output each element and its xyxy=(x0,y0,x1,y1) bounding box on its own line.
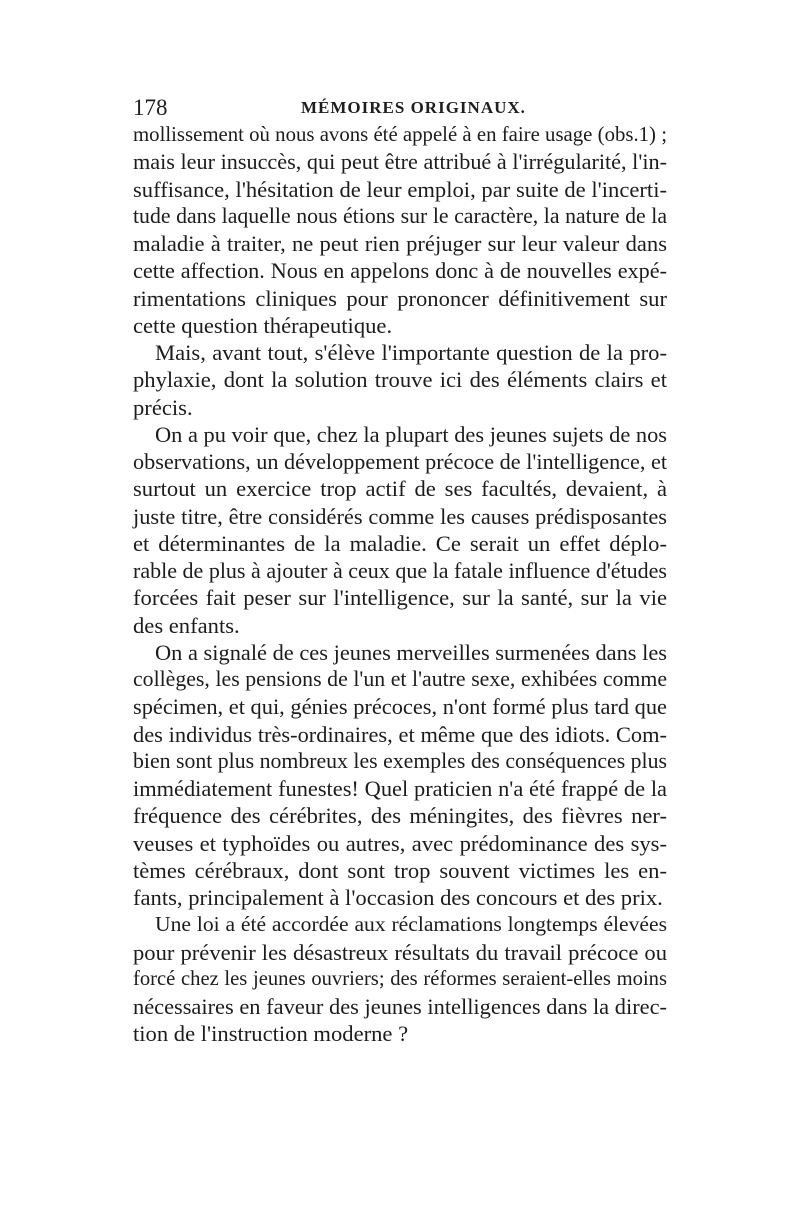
text-line: phylaxie, dont la solution trouve ici des éléments clairs et xyxy=(133,367,667,393)
page-header xyxy=(133,94,667,122)
text-line: mollissement où nous avons été appelé à en faire usage (obs.1) ; xyxy=(133,123,667,146)
text-line: rimentations cliniques pour prononcer définitivement sur xyxy=(133,285,667,311)
text-line: tude dans laquelle nous étions sur le caractère, la nature de la xyxy=(133,203,667,228)
text-line: tèmes cérébraux, dont sont trop souvent victimes les en- xyxy=(133,857,667,883)
body-text xyxy=(133,121,667,1048)
text-line: forcées fait peser sur l'intelligence, sur la santé, sur la vie xyxy=(133,585,667,611)
text-line: mais leur insuccès, qui peut être attribué à l'irrégularité, l'in- xyxy=(133,149,667,175)
text-line: cette affection. Nous en appelons donc à de nouvelles expé- xyxy=(133,258,667,284)
text-line: suffisance, l'hésitation de leur emploi, par suite de l'incerti- xyxy=(133,176,667,202)
text-line: maladie à traiter, ne peut rien préjuger sur leur valeur dans xyxy=(133,231,667,256)
text-line: veuses et typhoïdes ou autres, avec prédominance des sys- xyxy=(133,830,667,856)
paragraph-end-line: tion de l'instruction moderne ? xyxy=(133,1021,409,1047)
paragraph-start-line: Une loi a été accordée aux réclamations longtemps élevées xyxy=(155,912,667,937)
paragraph-start-line: Mais, avant tout, s'élève l'importante question de la pro- xyxy=(155,340,667,365)
page-number: 178 xyxy=(133,95,168,120)
text-line: surtout un exercice trop actif de ses facultés, devaient, à xyxy=(133,476,667,502)
running-head: MÉMOIRES ORIGINAUX. xyxy=(301,98,526,117)
paragraph-end-line: des enfants. xyxy=(133,612,240,638)
paragraph-start-line: On a signalé de ces jeunes merveilles surmenées dans les xyxy=(155,639,667,665)
paragraph-end-line: précis. xyxy=(133,394,193,420)
text-line: juste titre, être considérés comme les causes prédisposantes xyxy=(133,503,667,529)
text-line: collèges, les pensions de l'un et l'autre sexe, exhibées comme xyxy=(133,667,667,691)
text-line: spécimen, et qui, génies précoces, n'ont formé plus tard que xyxy=(133,694,667,720)
text-line: fréquence des cérébrites, des méningites, des fièvres ner- xyxy=(133,803,667,829)
text-line: des individus très-ordinaires, et même que des idiots. Com- xyxy=(133,721,667,747)
text-line: forcé chez les jeunes ouvriers; des réformes seraient-elles moins xyxy=(133,967,667,990)
paragraph-end-line: cette question thérapeutique. xyxy=(133,312,393,338)
text-line: immédiatement funestes! Quel praticien n'a été frappé de la xyxy=(133,776,667,801)
text-line: rable de plus à ajouter à ceux que la fatale influence d'études xyxy=(133,558,667,583)
text-line: pour prévenir les désastreux résultats du travail précoce ou xyxy=(133,939,667,965)
text-line: et déterminantes de la maladie. Ce serait un effet déplo- xyxy=(133,530,667,556)
text-line: bien sont plus nombreux les exemples des conséquences plus xyxy=(133,748,667,773)
paragraph-start-line: On a pu voir que, chez la plupart des jeunes sujets de nos xyxy=(155,421,667,447)
text-line: observations, un développement précoce de l'intelligence, et xyxy=(133,449,667,474)
text-line: nécessaires en faveur des jeunes intelligences dans la direc- xyxy=(133,994,667,1019)
paragraph-end-line: fants, principalement à l'occasion des concours et des prix. xyxy=(133,885,663,910)
